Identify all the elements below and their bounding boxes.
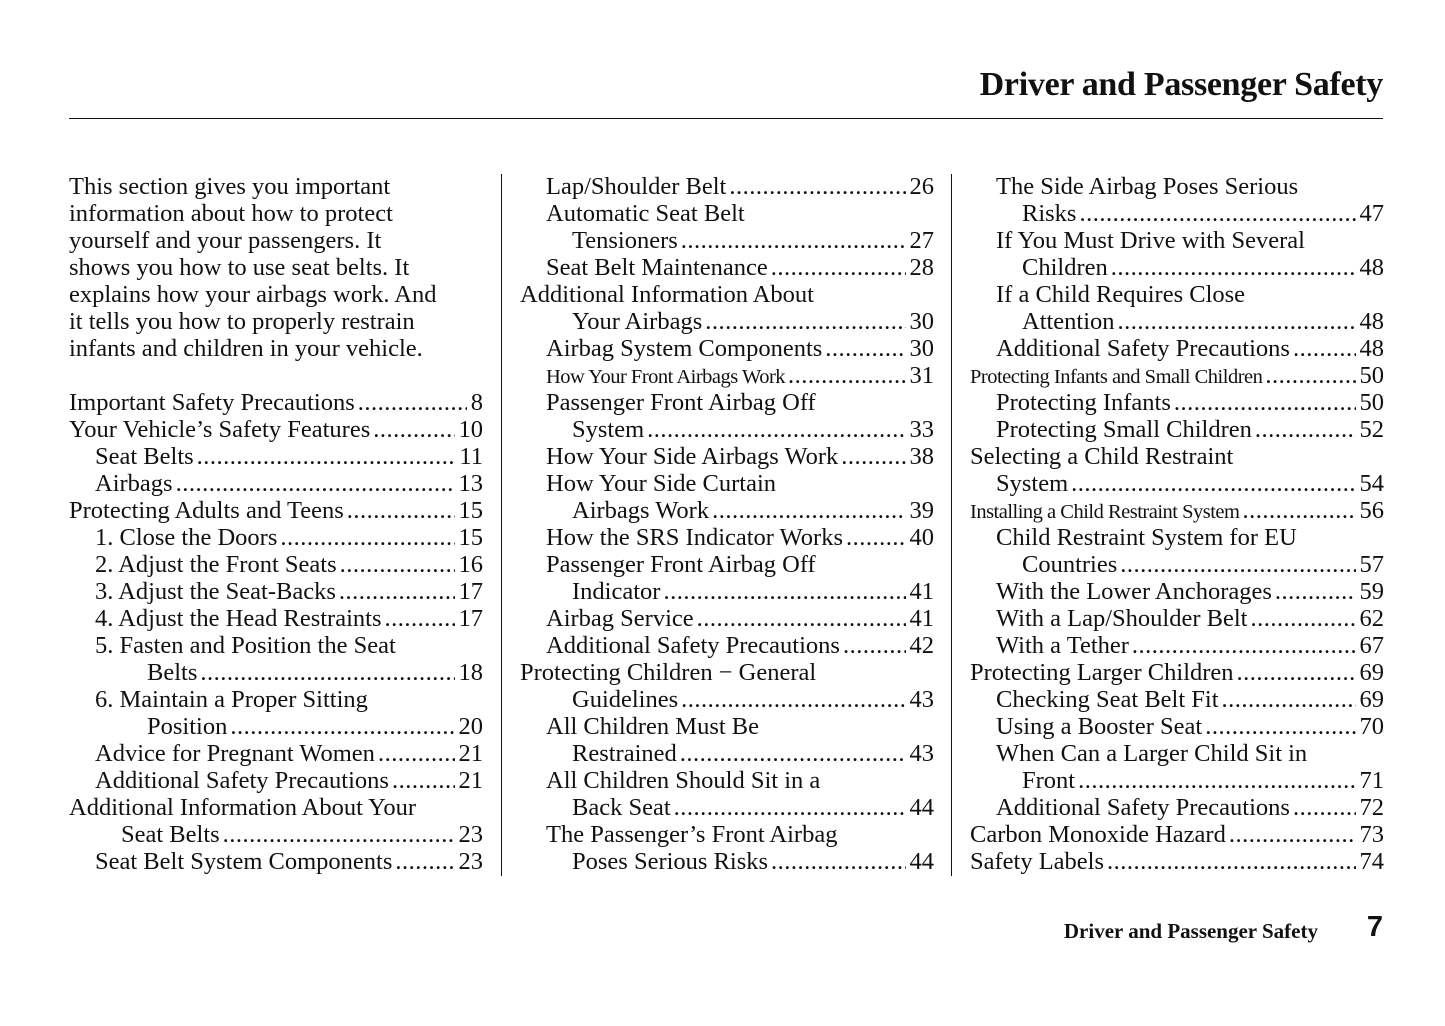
dot-leader bbox=[223, 821, 455, 848]
toc-entry-title: Your Airbags bbox=[572, 308, 703, 335]
toc-page-number: 13 bbox=[458, 470, 483, 497]
dot-leader bbox=[358, 389, 467, 416]
toc-entry-title: Passenger Front Airbag Off bbox=[546, 551, 816, 578]
toc-page-number: 30 bbox=[909, 335, 934, 362]
toc-entry[interactable] bbox=[69, 389, 483, 416]
toc-entry-title: If a Child Requires Close bbox=[996, 281, 1246, 308]
toc-entry-title: With a Tether bbox=[996, 632, 1129, 659]
toc-entry[interactable] bbox=[69, 686, 483, 740]
toc-entry-title: With the Lower Anchorages bbox=[996, 578, 1272, 605]
toc-entry[interactable] bbox=[520, 254, 934, 281]
toc-entry-title: Additional Safety Precautions bbox=[95, 767, 389, 794]
dot-leader bbox=[1250, 605, 1355, 632]
toc-page-number: 27 bbox=[909, 227, 934, 254]
intro-line: it tells you how to properly restrain bbox=[69, 308, 415, 335]
toc-entry[interactable] bbox=[970, 848, 1384, 875]
column-divider bbox=[501, 174, 502, 876]
toc-entry-title: Airbag Service bbox=[546, 605, 694, 632]
toc-page-number: 44 bbox=[909, 794, 934, 821]
toc-page-number: 23 bbox=[458, 821, 483, 848]
toc-page-number: 52 bbox=[1359, 416, 1384, 443]
dot-leader bbox=[1255, 416, 1356, 443]
toc-page-number: 48 bbox=[1359, 254, 1384, 281]
toc-entry[interactable] bbox=[520, 443, 934, 470]
toc-page-number: 30 bbox=[909, 308, 934, 335]
toc-entry[interactable] bbox=[520, 605, 934, 632]
toc-page-number: 50 bbox=[1359, 389, 1384, 416]
toc-entry[interactable] bbox=[520, 659, 934, 713]
toc-page-number: 10 bbox=[458, 416, 483, 443]
toc-entry-title: 1. Close the Doors bbox=[95, 524, 278, 551]
toc-page-number: 73 bbox=[1359, 821, 1384, 848]
toc-entry-title: How Your Side Curtain bbox=[546, 470, 777, 497]
dot-leader bbox=[663, 578, 905, 605]
toc-page-number: 28 bbox=[909, 254, 934, 281]
dot-leader bbox=[846, 524, 905, 551]
toc-column-2 bbox=[520, 173, 934, 875]
toc-entry-title: Additional Safety Precautions bbox=[546, 632, 840, 659]
dot-leader bbox=[200, 659, 454, 686]
dot-leader bbox=[1120, 551, 1355, 578]
toc-entry-title: Additional Safety Precautions bbox=[996, 335, 1290, 362]
dot-leader bbox=[378, 740, 455, 767]
toc-entry[interactable] bbox=[69, 524, 483, 551]
toc-page-number: 21 bbox=[458, 767, 483, 794]
dot-leader bbox=[841, 443, 905, 470]
intro-line: information about how to protect bbox=[69, 200, 393, 227]
toc-entry-title: Additional Information About Your bbox=[69, 794, 417, 821]
toc-entry-title: Indicator bbox=[572, 578, 661, 605]
dot-leader bbox=[373, 416, 454, 443]
toc-page-number: 50 bbox=[1359, 362, 1384, 389]
toc-entry[interactable] bbox=[970, 335, 1384, 362]
toc-entry[interactable] bbox=[520, 173, 934, 200]
toc-entry-title: 5. Fasten and Position the Seat bbox=[95, 632, 396, 659]
toc-entry-title: Seat Belt System Components bbox=[95, 848, 393, 875]
toc-page-number: 38 bbox=[909, 443, 934, 470]
toc-entry[interactable] bbox=[520, 632, 934, 659]
dot-leader bbox=[1111, 254, 1356, 281]
toc-entry-title: Protecting Small Children bbox=[996, 416, 1252, 443]
toc-entry-title: Risks bbox=[1022, 200, 1077, 227]
toc-entry-title: How the SRS Indicator Works bbox=[546, 524, 844, 551]
toc-entry-title: Selecting a Child Restraint bbox=[970, 443, 1234, 470]
toc-entry-title: Automatic Seat Belt bbox=[546, 200, 745, 227]
toc-page-number: 11 bbox=[459, 443, 483, 470]
toc-entry[interactable] bbox=[970, 740, 1384, 794]
toc-entry-title: Protecting Children − General bbox=[520, 659, 817, 686]
header-rule bbox=[69, 118, 1383, 119]
toc-entry[interactable] bbox=[69, 767, 483, 794]
toc-entry-title: Installing a Child Restraint System bbox=[970, 501, 1240, 523]
toc-entry[interactable] bbox=[970, 686, 1384, 713]
page-title: Driver and Passenger Safety bbox=[979, 66, 1383, 103]
toc-entry-title: Attention bbox=[1022, 308, 1115, 335]
toc-entry[interactable] bbox=[970, 713, 1384, 740]
toc-page-number: 48 bbox=[1359, 335, 1384, 362]
toc-entry-title: The Passenger’s Front Airbag bbox=[546, 821, 838, 848]
toc-entry-title: Child Restraint System for EU bbox=[996, 524, 1297, 551]
toc-entry[interactable] bbox=[520, 821, 934, 875]
toc-page-number: 48 bbox=[1359, 308, 1384, 335]
toc-page-number: 31 bbox=[909, 362, 934, 389]
intro-paragraph bbox=[69, 173, 483, 362]
dot-leader bbox=[1293, 335, 1356, 362]
toc-page-number: 16 bbox=[458, 551, 483, 578]
dot-leader bbox=[392, 767, 455, 794]
dot-leader bbox=[712, 497, 905, 524]
toc-entry[interactable] bbox=[69, 470, 483, 497]
dot-leader bbox=[1078, 767, 1355, 794]
toc-entry[interactable] bbox=[520, 281, 934, 335]
dot-leader bbox=[1205, 713, 1355, 740]
toc-page-number: 42 bbox=[909, 632, 934, 659]
toc-entry-title: If You Must Drive with Several bbox=[996, 227, 1305, 254]
toc-entry[interactable] bbox=[520, 551, 934, 605]
dot-leader bbox=[230, 713, 454, 740]
toc-entry[interactable] bbox=[520, 470, 934, 524]
dot-leader bbox=[680, 740, 906, 767]
dot-leader bbox=[1118, 308, 1356, 335]
dot-leader bbox=[771, 254, 906, 281]
toc-entry[interactable] bbox=[970, 659, 1384, 686]
dot-leader bbox=[347, 497, 455, 524]
dot-leader bbox=[395, 848, 454, 875]
toc-entry-title: 4. Adjust the Head Restraints bbox=[95, 605, 382, 632]
toc-entry-title: Protecting Larger Children bbox=[970, 659, 1234, 686]
toc-entry[interactable] bbox=[520, 362, 934, 389]
toc-list-col3 bbox=[970, 173, 1384, 875]
toc-entry-title: Protecting Infants bbox=[996, 389, 1171, 416]
toc-entry[interactable] bbox=[69, 848, 483, 875]
toc-page-number: 71 bbox=[1359, 767, 1384, 794]
toc-entry[interactable] bbox=[69, 578, 483, 605]
dot-leader bbox=[1265, 362, 1355, 389]
toc-entry-title: Your Vehicle’s Safety Features bbox=[69, 416, 371, 443]
dot-leader bbox=[1132, 632, 1356, 659]
toc-entry-title: System bbox=[572, 416, 645, 443]
toc-entry-title: Advice for Pregnant Women bbox=[95, 740, 375, 767]
toc-list-col2 bbox=[520, 173, 934, 875]
intro-line: explains how your airbags work. And bbox=[69, 281, 437, 308]
toc-entry-title: Seat Belt Maintenance bbox=[546, 254, 768, 281]
toc-entry[interactable] bbox=[970, 578, 1384, 605]
toc-entry-title: Checking Seat Belt Fit bbox=[996, 686, 1219, 713]
toc-list-col1 bbox=[69, 389, 483, 875]
toc-page-number: 39 bbox=[909, 497, 934, 524]
toc-entry-title: Airbag System Components bbox=[546, 335, 823, 362]
toc-entry-title: All Children Must Be bbox=[546, 713, 760, 740]
toc-entry[interactable] bbox=[970, 794, 1384, 821]
dot-leader bbox=[843, 632, 906, 659]
intro-line: This section gives you important bbox=[69, 173, 391, 200]
toc-page-number: 18 bbox=[458, 659, 483, 686]
toc-entry-title: 3. Adjust the Seat-Backs bbox=[95, 578, 336, 605]
intro-line: shows you how to use seat belts. It bbox=[69, 254, 410, 281]
toc-page-number: 67 bbox=[1359, 632, 1384, 659]
toc-entry[interactable] bbox=[520, 713, 934, 767]
toc-entry-title: Poses Serious Risks bbox=[572, 848, 769, 875]
toc-page-number: 59 bbox=[1359, 578, 1384, 605]
dot-leader bbox=[681, 686, 905, 713]
dot-leader bbox=[1237, 659, 1356, 686]
toc-entry-title: Passenger Front Airbag Off bbox=[546, 389, 816, 416]
toc-entry[interactable] bbox=[69, 632, 483, 686]
toc-entry-title: Guidelines bbox=[572, 686, 679, 713]
toc-page-number: 23 bbox=[458, 848, 483, 875]
toc-entry-title: All Children Should Sit in a bbox=[546, 767, 821, 794]
toc-entry[interactable] bbox=[520, 389, 934, 443]
dot-leader bbox=[1229, 821, 1356, 848]
dot-leader bbox=[697, 605, 906, 632]
toc-entry[interactable] bbox=[970, 443, 1384, 497]
toc-entry[interactable] bbox=[970, 497, 1384, 524]
dot-leader bbox=[1071, 470, 1355, 497]
toc-page-number: 17 bbox=[458, 578, 483, 605]
toc-page-number: 43 bbox=[909, 740, 934, 767]
toc-entry-title: How Your Side Airbags Work bbox=[546, 443, 839, 470]
toc-entry-title: Countries bbox=[1022, 551, 1118, 578]
dot-leader bbox=[176, 470, 455, 497]
footer-section-title: Driver and Passenger Safety bbox=[1063, 919, 1318, 943]
toc-entry-title: Lap/Shoulder Belt bbox=[546, 173, 727, 200]
dot-leader bbox=[647, 416, 905, 443]
toc-entry-title: With a Lap/Shoulder Belt bbox=[996, 605, 1248, 632]
toc-entry[interactable] bbox=[69, 497, 483, 524]
toc-page-number: 62 bbox=[1359, 605, 1384, 632]
toc-entry-title: Airbags Work bbox=[572, 497, 710, 524]
dot-leader bbox=[825, 335, 905, 362]
toc-page-number: 70 bbox=[1359, 713, 1384, 740]
dot-leader bbox=[1293, 794, 1356, 821]
dot-leader bbox=[1174, 389, 1356, 416]
toc-entry-title: Seat Belts bbox=[95, 443, 194, 470]
toc-page-number: 72 bbox=[1359, 794, 1384, 821]
dot-leader bbox=[1222, 686, 1356, 713]
toc-entry[interactable] bbox=[520, 767, 934, 821]
page-number: 7 bbox=[1366, 911, 1383, 943]
toc-page-number: 41 bbox=[909, 578, 934, 605]
toc-entry-title: Restrained bbox=[572, 740, 677, 767]
dot-leader bbox=[384, 605, 454, 632]
toc-entry-title: Additional Safety Precautions bbox=[996, 794, 1290, 821]
toc-page-number: 15 bbox=[458, 497, 483, 524]
toc-entry-title: Additional Information About bbox=[520, 281, 814, 308]
toc-entry[interactable] bbox=[69, 740, 483, 767]
toc-entry-title: 2. Adjust the Front Seats bbox=[95, 551, 337, 578]
toc-entry-title: 6. Maintain a Proper Sitting bbox=[95, 686, 368, 713]
toc-page-number: 41 bbox=[909, 605, 934, 632]
toc-entry-title: Front bbox=[1022, 767, 1076, 794]
toc-entry-title: The Side Airbag Poses Serious bbox=[996, 173, 1299, 200]
toc-entry[interactable] bbox=[970, 524, 1384, 578]
toc-entry-title: Belts bbox=[147, 659, 198, 686]
toc-entry[interactable] bbox=[970, 281, 1384, 335]
dot-leader bbox=[340, 551, 455, 578]
toc-column-3 bbox=[970, 173, 1384, 875]
toc-page-number: 43 bbox=[909, 686, 934, 713]
toc-page-number: 17 bbox=[458, 605, 483, 632]
toc-column-1 bbox=[69, 173, 483, 875]
dot-leader bbox=[674, 794, 906, 821]
dot-leader bbox=[1107, 848, 1355, 875]
toc-entry-title: Protecting Adults and Teens bbox=[69, 497, 344, 524]
dot-leader bbox=[729, 173, 905, 200]
toc-page-number: 44 bbox=[909, 848, 934, 875]
toc-entry-title: Safety Labels bbox=[970, 848, 1105, 875]
toc-entry-title: Position bbox=[147, 713, 228, 740]
dot-leader bbox=[771, 848, 905, 875]
toc-page-number: 15 bbox=[458, 524, 483, 551]
toc-entry[interactable] bbox=[970, 632, 1384, 659]
dot-leader bbox=[280, 524, 454, 551]
toc-entry[interactable] bbox=[69, 443, 483, 470]
toc-page-number: 74 bbox=[1359, 848, 1384, 875]
toc-entry-title: How Your Front Airbags Work bbox=[546, 366, 786, 388]
toc-entry[interactable] bbox=[970, 821, 1384, 848]
toc-page-number: 69 bbox=[1359, 659, 1384, 686]
toc-entry[interactable] bbox=[69, 551, 483, 578]
toc-page-number: 57 bbox=[1359, 551, 1384, 578]
toc-entry[interactable] bbox=[520, 200, 934, 254]
toc-entry-title: Airbags bbox=[95, 470, 173, 497]
toc-entry-title: Tensioners bbox=[572, 227, 678, 254]
toc-entry-title: System bbox=[996, 470, 1069, 497]
dot-leader bbox=[705, 308, 905, 335]
dot-leader bbox=[1079, 200, 1355, 227]
column-divider bbox=[951, 174, 952, 876]
intro-line: infants and children in your vehicle. bbox=[69, 335, 423, 362]
toc-entry[interactable] bbox=[69, 605, 483, 632]
toc-page-number: 8 bbox=[470, 389, 483, 416]
toc-entry-title: When Can a Larger Child Sit in bbox=[996, 740, 1308, 767]
toc-entry[interactable] bbox=[520, 335, 934, 362]
toc-entry[interactable] bbox=[970, 389, 1384, 416]
dot-leader bbox=[681, 227, 906, 254]
toc-page-number: 26 bbox=[909, 173, 934, 200]
intro-line: yourself and your passengers. It bbox=[69, 227, 382, 254]
toc-entry-title: Important Safety Precautions bbox=[69, 389, 355, 416]
toc-page-number: 21 bbox=[458, 740, 483, 767]
toc-entry-title: Back Seat bbox=[572, 794, 671, 821]
toc-entry[interactable] bbox=[970, 416, 1384, 443]
toc-entry-title: Using a Booster Seat bbox=[996, 713, 1203, 740]
dot-leader bbox=[197, 443, 456, 470]
toc-entry-title: Children bbox=[1022, 254, 1108, 281]
toc-page-number: 47 bbox=[1359, 200, 1384, 227]
toc-entry-title: Seat Belts bbox=[121, 821, 220, 848]
toc-page-number: 69 bbox=[1359, 686, 1384, 713]
toc-page-number: 54 bbox=[1359, 470, 1384, 497]
dot-leader bbox=[1275, 578, 1356, 605]
toc-entry[interactable] bbox=[970, 173, 1384, 227]
toc-page-number: 56 bbox=[1359, 497, 1384, 524]
toc-entry[interactable] bbox=[69, 794, 483, 848]
dot-leader bbox=[1242, 497, 1355, 524]
toc-page-number: 40 bbox=[909, 524, 934, 551]
toc-entry[interactable] bbox=[520, 524, 934, 551]
toc-entry-title: Carbon Monoxide Hazard bbox=[970, 821, 1226, 848]
dot-leader bbox=[339, 578, 455, 605]
toc-entry[interactable] bbox=[970, 605, 1384, 632]
dot-leader bbox=[788, 362, 905, 389]
toc-page-number: 33 bbox=[909, 416, 934, 443]
toc-entry[interactable] bbox=[970, 362, 1384, 389]
toc-entry[interactable] bbox=[69, 416, 483, 443]
toc-page-number: 20 bbox=[458, 713, 483, 740]
toc-entry-title: Protecting Infants and Small Children bbox=[970, 366, 1263, 388]
toc-entry[interactable] bbox=[970, 227, 1384, 281]
